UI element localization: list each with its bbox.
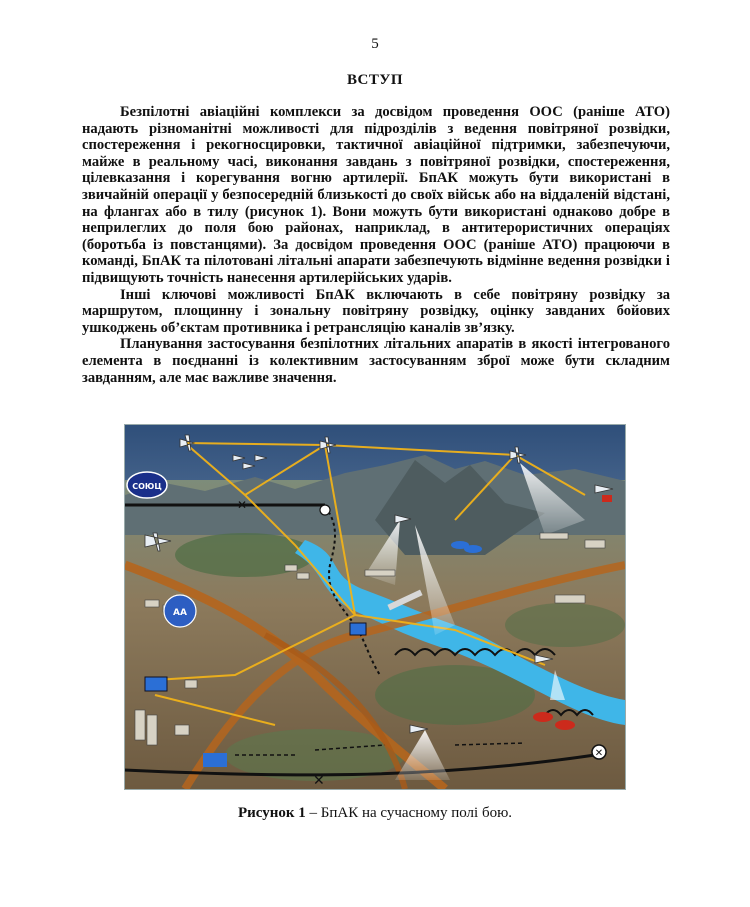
target-marker-x: ✕ xyxy=(594,748,604,759)
page-number: 5 xyxy=(371,36,379,52)
air-defense-label: АА xyxy=(173,608,187,618)
front-marker: ✕ xyxy=(313,773,325,789)
section-heading: ВСТУП xyxy=(346,72,404,88)
body-text xyxy=(82,104,670,386)
figure-caption xyxy=(0,805,750,822)
caption-text: – БпАК на сучасному полі бою. xyxy=(305,805,513,821)
paragraph-2: Інші ключові можливості БпАК включають в себе повітряну розвідку за маршрутом, площинну і зональну повітряну розвідку, оцінку завданих бойових ушкоджень об’єктам противника і ретрансляцію каналів зв’язку. xyxy=(82,286,670,336)
command-badge-label: СОЮЦ xyxy=(132,482,162,491)
waypoint-marker xyxy=(320,505,330,515)
front-marker: ✕ xyxy=(237,498,248,512)
paragraph-3: Планування застосування безпілотних літальних апаратів в якості інтегрованого елемента в поєднанні із колективним застосуванням зброї може бути складним завданням, але має важливе значення. xyxy=(82,336,670,386)
caption-number: Рисунок 1 xyxy=(237,805,306,821)
battlefield-illustration xyxy=(124,424,626,790)
forest-patch xyxy=(505,603,625,647)
paragraph-1: Безпілотні авіаційні комплекси за досвідом проведення ООС (раніше АТО) надають різноманітні можливості для підрозділів з ведення повітряної розвідки, спостереження і рекогносцировки, тактичної авіаційної підтримки, забезпечуючи, майже в реальному часі, виконання завдань з повітряної розвідки, спостереження, цілевказання і корегування вогню артилерії. БпАК можуть бути використані в звичайній операції у безпосередній близькості до своїх військ або на віддаленій відстані, на флангах або в тилу (рисунок 1). Вони можуть бути використані однаково добре в неприлеглих до поля бою районах, наприклад, в антитерористичних операціях (боротьба із повстанцями). За досвідом проведення ООС (раніше АТО) працюючи в команді, БпАК та пілотовані літальні апарати забезпечують відмінне ведення розвідки і підвищують точність нанесення артилерійських ударів. xyxy=(82,104,670,286)
